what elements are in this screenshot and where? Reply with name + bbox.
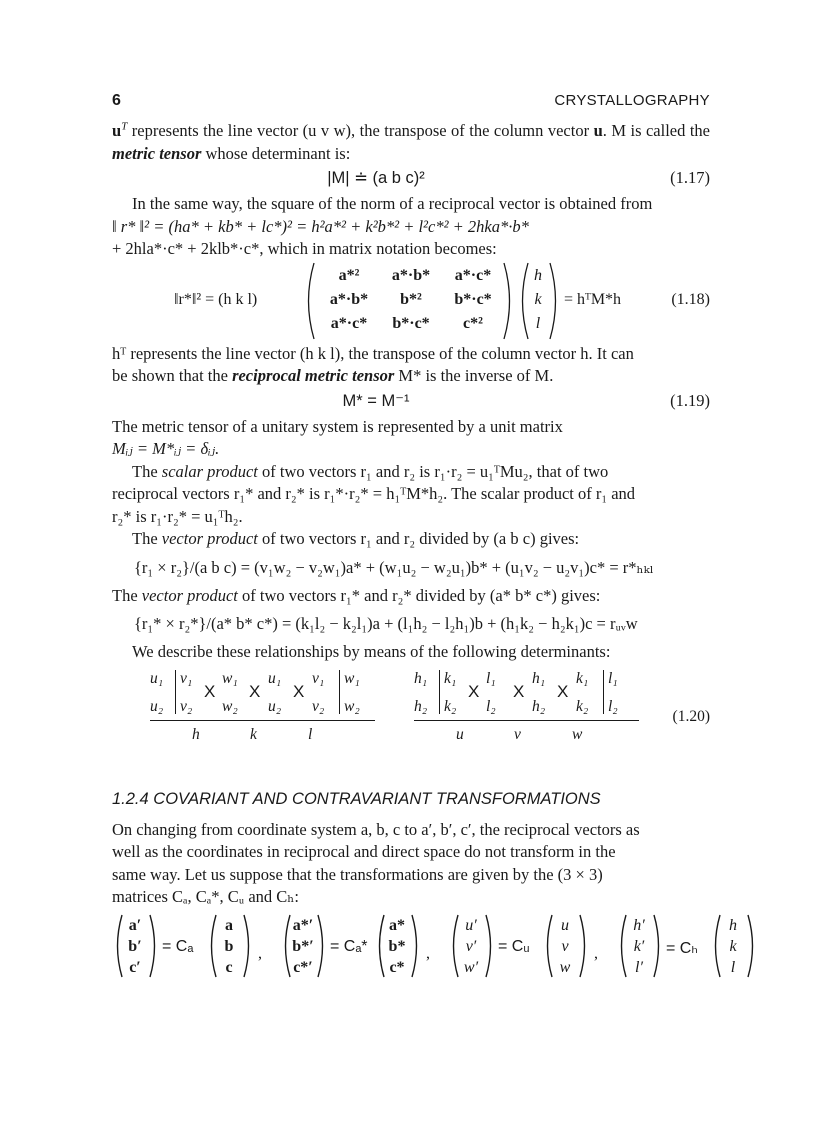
determinant-entry: l₂ bbox=[486, 697, 496, 715]
term-vector-product: vector product bbox=[161, 529, 258, 548]
determinant-rule bbox=[150, 720, 375, 721]
transform-rhs-entry: k bbox=[729, 937, 737, 955]
right-paren-icon bbox=[410, 913, 422, 984]
matrix-cell: b*·c* bbox=[392, 314, 430, 332]
right-paren-icon bbox=[578, 913, 590, 984]
paragraph-unitary-system: The metric tensor of a unitary system is represented by a unit matrix Mᵢⱼ = M*ᵢⱼ = δᵢⱼ. bbox=[112, 416, 563, 458]
right-paren-icon bbox=[148, 913, 160, 984]
transform-rhs-entry: h bbox=[729, 916, 737, 934]
transform-lhs-entry: u′ bbox=[465, 916, 477, 934]
determinant-entry: k₂ bbox=[444, 697, 457, 715]
determinant-entry: k₁ bbox=[444, 669, 457, 687]
paragraph-vector-product: The vector product of two vectors r₁ and r₂ divided by (a b c) gives: bbox=[132, 529, 580, 548]
right-paren-icon bbox=[242, 913, 254, 984]
eq118-lhs: ‖r*‖² = (h k l) bbox=[174, 290, 258, 308]
transform-rhs-entry: w bbox=[559, 958, 571, 976]
paragraph-scalar-product: The scalar product of two vectors r₁ and r₂ is r₁·r₂ = u₁ᵀMu₂, that of two reciprocal vectors r₁* and r₂* is r₁*·r₂* = h₁ᵀM*h₂. The scalar product of r₁ and r₂* is r₁·r₂* = u₁ᵀh₂. bbox=[112, 461, 636, 526]
determinant-entry: w₁ bbox=[222, 669, 238, 687]
matrix-cell: a*·c* bbox=[454, 266, 492, 284]
equation-number: (1.17) bbox=[670, 168, 710, 187]
transform-rhs-entry: b bbox=[224, 937, 234, 955]
vector-cell: k bbox=[534, 290, 542, 308]
right-paren-icon bbox=[316, 913, 328, 984]
determinant-result: v bbox=[514, 725, 521, 743]
right-paren-icon bbox=[502, 261, 516, 341]
determinant-bar bbox=[439, 670, 440, 714]
transform-lhs-entry: a*′ bbox=[292, 916, 314, 934]
paragraph-metric-tensor: $u^T$ represents the line vector (u v w), the transpose of the column vector u. M is called the metric tensor whose determinant is: bbox=[112, 120, 710, 163]
determinant-entry: k₂ bbox=[576, 697, 589, 715]
equation-number: (1.19) bbox=[670, 390, 710, 410]
determinant-rule bbox=[414, 720, 639, 721]
determinant-result: l bbox=[308, 725, 313, 743]
determinant-entry: u₁ bbox=[150, 669, 164, 687]
transform-lhs-entry: h′ bbox=[633, 916, 645, 934]
transform-rhs-entry: v bbox=[561, 937, 569, 955]
comma: , bbox=[426, 944, 430, 962]
section-heading: 1.2.4 COVARIANT AND CONTRAVARIANT TRANSFORMATIONS bbox=[112, 789, 601, 808]
transform-lhs-entry: l′ bbox=[635, 958, 643, 976]
determinant-entry: l₂ bbox=[608, 697, 618, 715]
transform-lhs-entry: v′ bbox=[465, 937, 477, 955]
determinant-entry: v₂ bbox=[312, 697, 325, 715]
page-number: 6 bbox=[112, 92, 121, 109]
determinant-bar bbox=[175, 670, 176, 714]
paragraph-reciprocal-norm: In the same way, the square of the norm of a reciprocal vector is obtained from ‖ r* ‖² = (ha* + kb* + lc*)² = h²a*² + k²b*² + l²c*² + 2hka*·b* + 2hla*·c* + 2klb*·c*, which in matrix notation becomes: bbox=[112, 194, 653, 258]
cross-icon: X bbox=[557, 681, 569, 701]
determinant-entry: v₁ bbox=[312, 669, 325, 687]
vector-cell: l bbox=[535, 314, 541, 332]
matrix-cell: c*² bbox=[463, 314, 483, 332]
determinant-entry: h₂ bbox=[532, 697, 546, 715]
determinant-entry: u₁ bbox=[268, 669, 282, 687]
matrix-cell: a*·c* bbox=[330, 314, 368, 332]
comma: , bbox=[594, 944, 598, 962]
comma: , bbox=[258, 944, 262, 962]
running-title: CRYSTALLOGRAPHY bbox=[554, 92, 710, 109]
cross-icon: X bbox=[513, 681, 525, 701]
transform-rhs-entry: l bbox=[730, 958, 736, 976]
book-page bbox=[112, 92, 737, 993]
determinant-entry: u₂ bbox=[150, 697, 164, 715]
equation-1-17: |M| ≐ (a b c)² (1.17) bbox=[327, 168, 710, 187]
determinant-entry: v₂ bbox=[180, 697, 193, 715]
matrix-cell: b*·c* bbox=[454, 290, 492, 308]
right-paren-icon bbox=[652, 913, 664, 984]
paragraph-determinants: We describe these relationships by means of the following determinants: bbox=[132, 642, 611, 661]
cross-icon: X bbox=[293, 681, 305, 701]
term-scalar-product: scalar product bbox=[161, 461, 258, 481]
determinant-entry: w₂ bbox=[222, 697, 238, 715]
determinant-bar bbox=[339, 670, 340, 714]
equation-vector-product: {r₁ × r₂}/(a b c) = (v₁w₂ − v₂w₁)a* + (w₁u₂ − w₂u₁)b* + (u₁v₂ − u₂v₁)c* = r*ₕₖₗ bbox=[134, 557, 654, 577]
determinant-entry: h₁ bbox=[414, 669, 428, 687]
determinant-entry: k₁ bbox=[576, 669, 589, 687]
paragraph-reciprocal-vector-product: The vector product of two vectors r₁* and r₂* divided by (a* b* c*) gives: bbox=[112, 585, 601, 605]
paragraph-reciprocal-metric: hᵀ represents the line vector (h k l), the transpose of the column vector h. It can be shown that the reciprocal metric tensor M* is the inverse of M. bbox=[112, 343, 634, 385]
equation-1-18 bbox=[112, 261, 710, 343]
right-paren-icon bbox=[548, 261, 562, 341]
equation-reciprocal-vector-product: {r₁* × r₂*}/(a* b* c*) = (k₁l₂ − k₂l₁)a + (l₁h₂ − l₂h₁)b + (h₁k₂ − h₂k₁)c = rᵤᵥw bbox=[134, 614, 638, 633]
determinant-result: w bbox=[572, 725, 583, 743]
transform-lhs-entry: k′ bbox=[633, 937, 645, 955]
determinant-entry: u₂ bbox=[268, 697, 282, 715]
determinant-entry: w₂ bbox=[344, 697, 360, 715]
transform-rhs-entry: a bbox=[225, 916, 233, 934]
term-reciprocal-metric-tensor: reciprocal metric tensor bbox=[232, 366, 395, 385]
matrix-cell: a*·b* bbox=[329, 290, 369, 308]
determinant-entry: l₁ bbox=[608, 669, 618, 687]
determinant-result: u bbox=[456, 725, 464, 743]
transform-rhs-entry: b* bbox=[388, 937, 406, 955]
transform-rhs-entry: c* bbox=[389, 958, 405, 976]
transform-lhs-entry: c*′ bbox=[293, 958, 313, 976]
transform-operator: = Cᵤ bbox=[498, 937, 530, 955]
determinant-result: k bbox=[250, 725, 257, 743]
determinant-result: h bbox=[192, 725, 200, 743]
equation-1-19: M* = M⁻¹ (1.19) bbox=[342, 390, 710, 410]
term-metric-tensor: metric tensor bbox=[112, 143, 202, 163]
transform-operator: = Cₐ* bbox=[330, 937, 368, 955]
cross-icon: X bbox=[204, 681, 216, 701]
left-paren-icon bbox=[302, 261, 316, 341]
transform-operator: = Cₕ bbox=[666, 939, 698, 957]
transformation-equations bbox=[112, 909, 737, 993]
equation-number: (1.18) bbox=[671, 290, 710, 308]
eq118-rhs: = hᵀM*h bbox=[564, 290, 622, 308]
transform-lhs-entry: w′ bbox=[463, 958, 479, 976]
transform-rhs-entry: c bbox=[225, 958, 233, 976]
determinant-entry: h₁ bbox=[532, 669, 546, 687]
running-header bbox=[112, 92, 710, 120]
cross-icon: X bbox=[468, 681, 480, 701]
transform-lhs-entry: b*′ bbox=[292, 937, 314, 955]
transform-operator: = Cₐ bbox=[162, 937, 194, 955]
right-paren-icon bbox=[484, 913, 496, 984]
vector-cell: h bbox=[534, 266, 542, 284]
right-paren-icon bbox=[746, 913, 758, 984]
determinant-entry: l₁ bbox=[486, 669, 496, 687]
determinant-entry: h₂ bbox=[414, 697, 428, 715]
cross-icon: X bbox=[249, 681, 261, 701]
equation-1-20 bbox=[112, 664, 710, 760]
determinant-entry: v₁ bbox=[180, 669, 193, 687]
matrix-cell: a*·b* bbox=[391, 266, 431, 284]
matrix-cell: b*² bbox=[400, 290, 422, 308]
determinant-bar bbox=[603, 670, 604, 714]
determinant-entry: w₁ bbox=[344, 669, 360, 687]
matrix-cell: a*² bbox=[338, 266, 360, 284]
term-vector-product: vector product bbox=[141, 585, 238, 605]
transform-lhs-entry: c′ bbox=[129, 958, 141, 976]
paragraph-transformations: On changing from coordinate system a, b, c to a′, b′, c′, the reciprocal vectors as well as the coordinates in reciprocal and direct space do not transform in the same way. Let us suppose that the transformations are given by the (3 × 3) matrices Cₐ, Cₐ*, Cᵤ and Cₕ: bbox=[112, 819, 640, 906]
transform-rhs-entry: a* bbox=[389, 916, 405, 934]
transform-lhs-entry: a′ bbox=[128, 916, 142, 934]
transform-rhs-entry: u bbox=[561, 916, 569, 934]
equation-number: (1.20) bbox=[672, 707, 710, 725]
transform-lhs-entry: b′ bbox=[128, 937, 142, 955]
